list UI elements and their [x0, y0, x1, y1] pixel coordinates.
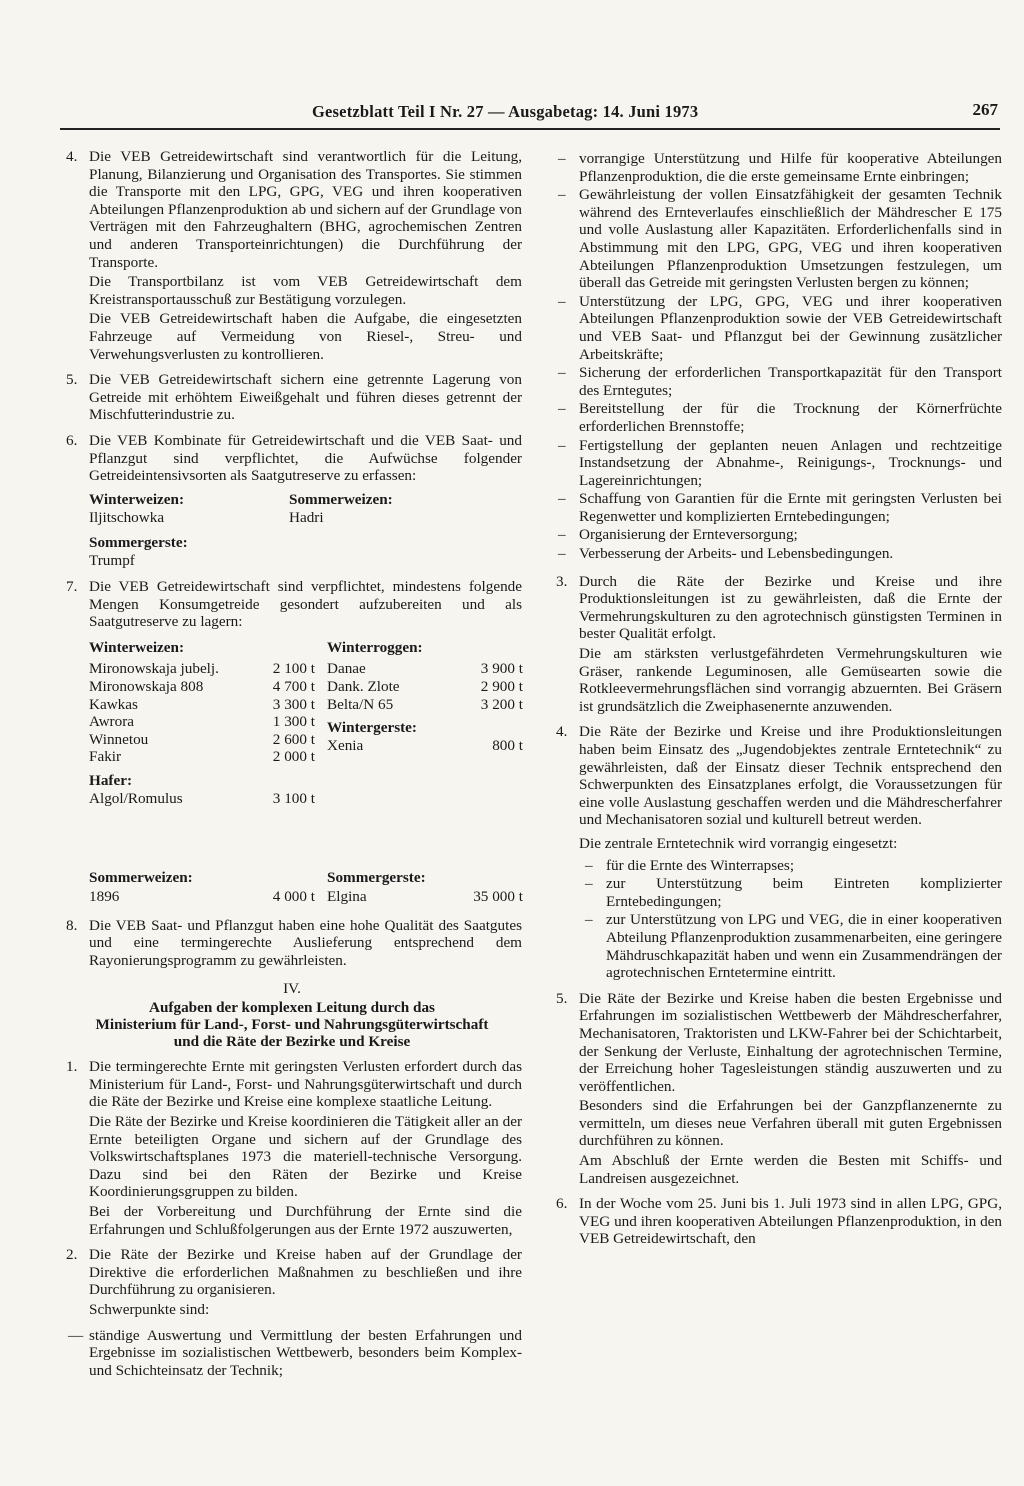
- header-title: Gesetzblatt Teil I Nr. 27 — Ausgabetag: 14. Juni 1973: [312, 102, 699, 121]
- paragraph: Die VEB Saat- und Pflanzgut haben eine hohe Qualität des Saatgutes und eine termingerechte Auslieferung entsprechend dem Rayonierungsprogramm zu gewährleisten.: [89, 916, 522, 970]
- page-header: [60, 98, 1000, 130]
- table-row: Mironowskaja 808 4 700 t: [89, 678, 315, 696]
- paragraph: Bei der Vorbereitung und Durchführung der Ernte sind die Erfahrungen und Schlußfolgerungen aus der Ernte 1972 auszuwerten,: [89, 1202, 522, 1238]
- variety-label: Winterroggen:: [327, 638, 423, 656]
- variety-label: Sommerweizen:: [289, 490, 393, 508]
- paragraph: Die Räte der Bezirke und Kreise haben die besten Ergebnisse und Erfahrungen im sozialistischen Wettbewerb der Mähdrescherfahrer, Mechanisatoren, Traktoristen und LKW-Fahrer bei der Schichtarbeit, der Senkung der Verluste, Einhaltung der agrotechnischen Termine, der Erreichung hoher Tagesleistungen ständig auszuwerten und zu veröffentlichen.: [579, 989, 1002, 1095]
- list-item: – zur Unterstützung beim Eintreten komplizierter Erntebedingungen;: [585, 875, 1002, 910]
- item-number: 7.: [66, 578, 78, 596]
- paragraph: Die Transportbilanz ist vom VEB Getreidewirtschaft dem Kreistransportausschuß zur Bestätigung vorzulegen.: [89, 273, 522, 308]
- paragraph: Besonders sind die Erfahrungen bei der Ganzpflanzenernte zu vermitteln, um dieses neue Verfahren überall mit guten Ergebnissen durchführen zu können.: [579, 1097, 1002, 1150]
- list-item: — ständige Auswertung und Vermittlung der besten Erfahrungen und Ergebnisse im sozialistischen Wettbewerb, besonders beim Komplex- und Schichteinsatz der Technik;: [68, 1326, 522, 1379]
- item-4: [62, 148, 522, 363]
- section-item-4: [552, 723, 1002, 852]
- item-number: 5.: [66, 371, 78, 389]
- table-row: Belta/N 65 3 200 t: [327, 695, 523, 713]
- paragraph: Die VEB Getreidewirtschaft sind verantwortlich für die Leitung, Planung, Bilanzierung und Organisation des Transportes. Sie stimmen die Transporte mit den LPG, GPG, VEG und ihren kooperativen Abteilungen Pflanzenproduktion ab und sichern auf der Grundlage von Verträgen mit den Fahrzeughaltern (BHG, agrochemischen Zentren und anderen Transporteinrichtungen) die Durchführung der Transporte.: [89, 148, 522, 271]
- dash-list: [552, 150, 1002, 563]
- variety-label: Sommergerste:: [89, 533, 188, 551]
- list-item: – Bereitstellung der für die Trocknung der Körnerfrüchte erforderlichen Brennstoffe;: [558, 400, 1002, 435]
- section-item-3: [552, 573, 1002, 716]
- variety-label: Hafer:: [89, 772, 133, 789]
- variety-value: Trumpf: [89, 552, 135, 570]
- item-number: 4.: [66, 148, 78, 165]
- table-left-column: [89, 639, 315, 807]
- variety-label: Sommerweizen:: [89, 868, 193, 886]
- quantity-table: [62, 639, 522, 865]
- paragraph: Die am stärksten verlustgefährdeten Vermehrungskulturen wie Gräser, rankende Leguminosen, alle Gemüsearten sowie die Rotkleevermehrungsflächen sind vorrangig abzuernten. Bei Gräsern ist grundsätzlich die Zweiphasenernte anzuwenden.: [579, 645, 1002, 715]
- list-item: – Unterstützung der LPG, GPG, VEG und ihrer kooperativen Abteilungen Pflanzenproduktion sowie der VEB Getreidewirtschaft und VEB Saat- und Pflanzgut bei der Gewinnung zusätzlicher Arbeitskräfte;: [558, 292, 1002, 363]
- paragraph: Durch die Räte der Bezirke und Kreise und ihre Produktionsleitungen ist zu gewährleisten, daß die Ernte der Vermehrungskulturen zu den agrotechnisch günstigsten Terminen in bester Qualität erfolgt.: [579, 572, 1002, 643]
- item-number: 1.: [66, 1058, 78, 1076]
- list-item: – Organisierung der Ernteversorgung;: [558, 526, 798, 544]
- quantity-table-bottom: [62, 869, 522, 909]
- variety-label: Winterweizen:: [89, 638, 185, 656]
- paragraph: Am Abschluß der Ernte werden die Besten mit Schiffs- und Landreisen ausgezeichnet.: [579, 1152, 1002, 1187]
- table-row: Elgina 35 000 t: [327, 888, 523, 906]
- list-item: – Verbesserung der Arbeits- und Lebensbedingungen.: [558, 545, 894, 563]
- list-item: – Fertigstellung der geplanten neuen Anlagen und rechtzeitige Instandsetzung der Abnahme-, Reinigungs-, Trocknungs- und Lagereinrichtungen;: [558, 436, 1002, 489]
- table-row: Awrora 1 300 t: [89, 713, 315, 731]
- variety-value: Iljitschowka: [89, 509, 165, 527]
- dash-marker: —: [68, 1326, 84, 1344]
- variety-label: Winterweizen:: [89, 490, 185, 508]
- section-item-2: [62, 1246, 522, 1318]
- variety-label: Sommergerste:: [327, 868, 426, 886]
- list-item: – Sicherung der erforderlichen Transportkapazität für den Transport des Erntegutes;: [558, 364, 1002, 399]
- item-number: 6.: [556, 1195, 568, 1213]
- variety-list: [89, 491, 522, 570]
- paragraph: Schwerpunkte sind:: [89, 1300, 210, 1318]
- variety-label: Wintergerste:: [327, 719, 417, 737]
- paragraph: Die VEB Kombinate für Getreidewirtschaft und die VEB Saat- und Pflanzgut sind verpflichtet, die Aufwüchse folgender Getreideintensivsorten als Saatgutreserve zu erfassen:: [89, 431, 522, 485]
- dash-list: [552, 857, 1002, 982]
- table-row: Algol/Romulus 3 100 t: [89, 789, 315, 807]
- table-row: Fakir 2 000 t: [89, 748, 315, 766]
- table-row: Mironowskaja jubelj. 2 100 t: [89, 660, 315, 678]
- table-row: Kawkas 3 300 t: [89, 695, 315, 713]
- section-item-1: [62, 1058, 522, 1238]
- paragraph: Die VEB Getreidewirtschaft sind verpflichtet, mindestens folgende Mengen Konsumgetreide gesondert aufzubereiten und als Saatgutreserve zu lagern:: [89, 578, 522, 631]
- list-item: – vorrangige Unterstützung und Hilfe für kooperative Abteilungen Pflanzenproduktion, die die erste gemeinsame Ernte einbringen;: [558, 150, 1002, 185]
- item-7: [62, 578, 522, 631]
- section-title: Aufgaben der komplexen Leitung durch das Ministerium für Land-, Forst- und Nahrungsgüterwirtschaft und die Räte der Bezirke und Kreise: [95, 999, 489, 1051]
- list-item: – zur Unterstützung von LPG und VEG, die in einer kooperativen Abteilung Pflanzenproduktion zusammenarbeiten, eine geringere Mähdruschkapazität haben und wenn ein Zusammendrängen der agrotechnischen Erntetermine eintritt.: [585, 911, 1003, 982]
- table-row: Danae 3 900 t: [327, 660, 523, 678]
- item-number: 5.: [556, 989, 568, 1007]
- item-number: 4.: [556, 723, 568, 741]
- paragraph: Die termingerechte Ernte mit geringsten Verlusten erfordert durch das Ministerium für Land-, Forst- und Nahrungsgüterwirtschaft und durch die Räte der Bezirke und Kreise eine komplexe staatliche Leitung.: [89, 1058, 522, 1111]
- page-number: 267: [972, 100, 998, 119]
- variety-value: Hadri: [289, 509, 324, 527]
- paragraph: Die VEB Getreidewirtschaft haben die Aufgabe, die eingesetzten Fahrzeuge auf Vermeidung von Riesel-, Streu- und Verwehungsverlusten zu kontrollieren.: [89, 310, 522, 363]
- item-number: 2.: [66, 1246, 78, 1264]
- table-row: 1896 4 000 t: [89, 888, 315, 906]
- item-6: [62, 432, 522, 570]
- section-item-5: [552, 990, 1002, 1188]
- paragraph: Die Räte der Bezirke und Kreise und ihre Produktionsleitungen haben beim Einsatz des „Jugendobjektes zentrale Erntetechnik“ zu gewährleisten, daß der Einsatz dieser Technik entsprechend den Schwerpunkten des Einsatzplanes erfolgt, die Voraussetzungen für eine volle Auslastung geschaffen werden und die Mähdrescherfahrer und Mechanisatoren sozial und kulturell betreut werden.: [579, 723, 1002, 829]
- table-row: Xenia 800 t: [327, 736, 523, 754]
- table-row: Dank. Zlote 2 900 t: [327, 678, 523, 696]
- item-number: 8.: [66, 916, 78, 934]
- item-number: 3.: [556, 572, 568, 590]
- right-column: [552, 148, 1002, 1256]
- paragraph: Die Räte der Bezirke und Kreise haben auf der Grundlage der Direktive die erforderlichen Maßnahmen zu beschließen und ihre Durchführung zu organisieren.: [89, 1246, 522, 1299]
- item-5: [62, 371, 522, 424]
- paragraph: In der Woche vom 25. Juni bis 1. Juli 1973 sind in allen LPG, GPG, VEG und ihren kooperativen Abteilungen Pflanzenproduktion, in den VEB Getreidewirtschaft, den: [579, 1195, 1002, 1248]
- list-item: – für die Ernte des Winterrapses;: [585, 856, 795, 874]
- table-right-column: [327, 639, 523, 755]
- paragraph: Die zentrale Erntetechnik wird vorrangig eingesetzt:: [579, 834, 898, 852]
- paragraph: Die VEB Getreidewirtschaft sichern eine getrennte Lagerung von Getreide mit erhöhtem Eiweißgehalt und führen dieses getrennt der Mischfutterindustrie zu.: [89, 371, 522, 424]
- item-8: [62, 917, 522, 970]
- section-item-6: [552, 1195, 1002, 1248]
- section-number: IV.: [283, 979, 301, 997]
- left-column: [62, 148, 522, 1380]
- table-row: Winnetou 2 600 t: [89, 730, 315, 748]
- list-item: – Schaffung von Garantien für die Ernte mit geringsten Verlusten bei Regenwetter und komplizierten Erntebedingungen;: [558, 490, 1002, 525]
- list-item: – Gewährleistung der vollen Einsatzfähigkeit der gesamten Technik während des Ernteverlaufes einschließlich der Mähdrescher E 175 und volle Auslastung aller Kapazitäten. Erforderlichenfalls sind in Abstimmung mit den LPG, GPG, VEG und ihren kooperativen Abteilungen Pflanzenproduktion Umsetzungen festzulegen, um überall das Getreide mit geringsten Verlusten bergen zu können;: [558, 186, 1002, 292]
- paragraph: Die Räte der Bezirke und Kreise koordinieren die Tätigkeit aller an der Ernte beteiligten Organe und sichern auf der Grundlage des Volkswirtschaftsplanes 1973 die materiell-technische Versorgung. Dazu sind bei den Räten der Bezirke und Kreise Koordinierungsgruppen zu bilden.: [89, 1113, 522, 1201]
- item-number: 6.: [66, 431, 78, 449]
